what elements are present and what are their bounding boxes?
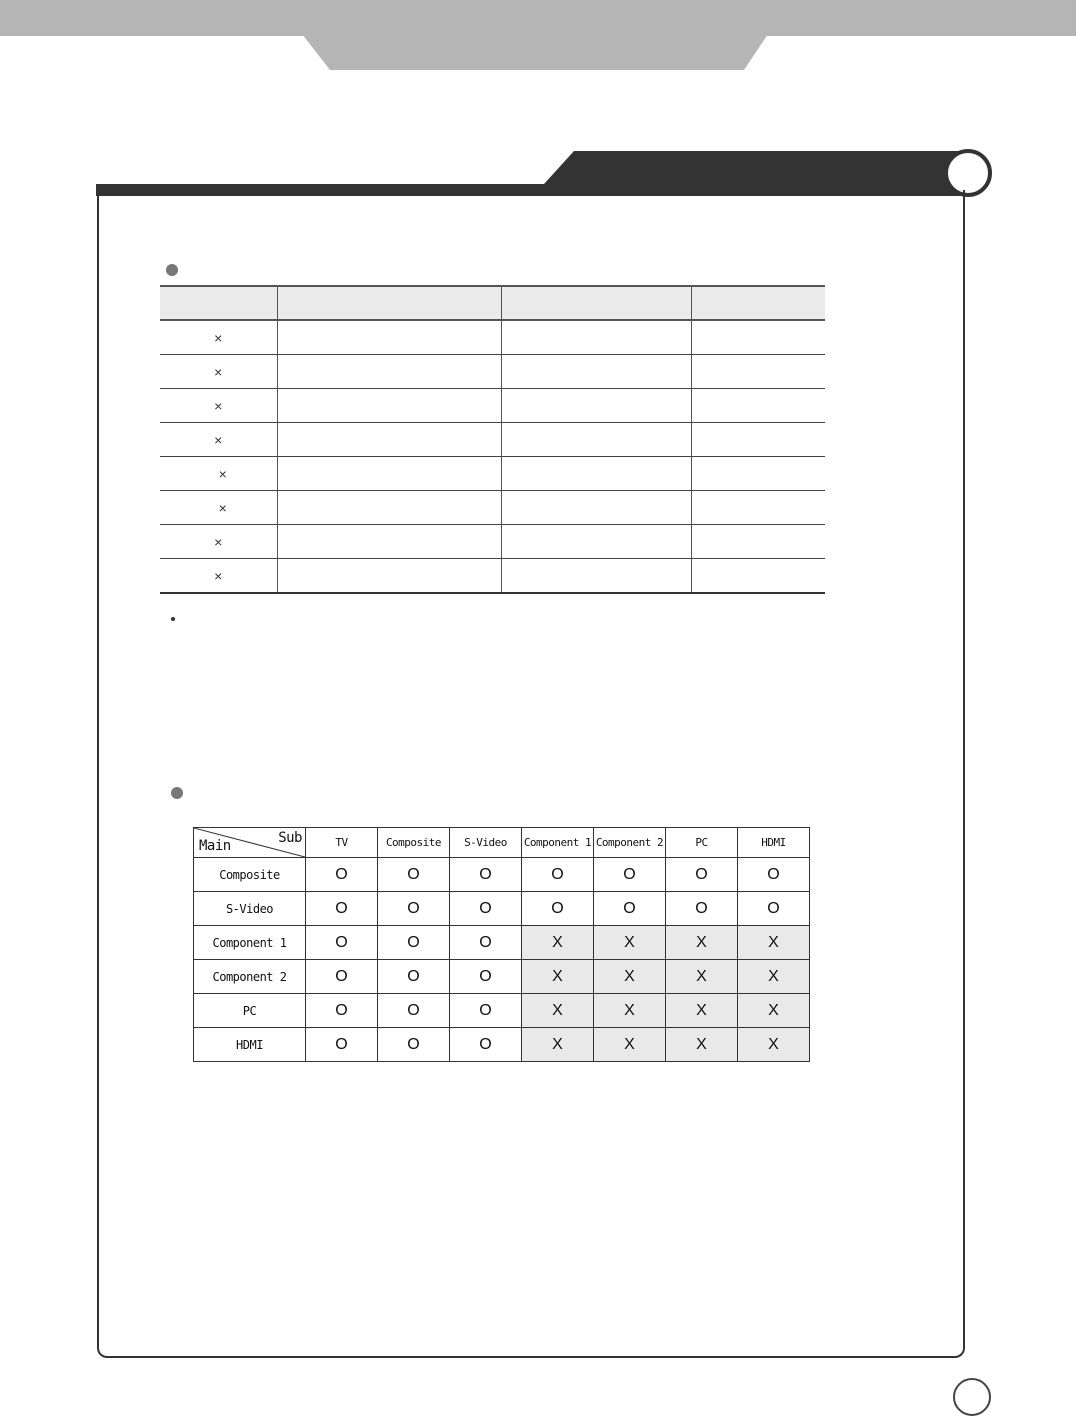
column-header: PC: [666, 828, 738, 858]
compat-cell: O: [378, 892, 450, 926]
compat-cell: O: [378, 858, 450, 892]
compat-cell: O: [450, 1028, 522, 1062]
table-row: [194, 858, 810, 892]
compat-cell: O: [738, 858, 810, 892]
row-label: Component 2: [194, 960, 306, 994]
compat-cell: O: [522, 858, 594, 892]
corner-main-label: Main: [199, 838, 231, 854]
table-row: [160, 525, 825, 559]
row-label: Composite: [194, 858, 306, 892]
corner-sub-label: Sub: [278, 830, 302, 846]
table-header-row: [160, 286, 825, 320]
compat-cell: X: [594, 960, 666, 994]
compat-cell: O: [666, 892, 738, 926]
compat-cell: O: [306, 1028, 378, 1062]
table-row: [194, 994, 810, 1028]
resolution-mark: ×: [160, 559, 277, 594]
resolution-mark: ×: [160, 491, 277, 525]
page-number-circle: [953, 1378, 991, 1416]
compat-cell: O: [522, 892, 594, 926]
compat-cell: X: [594, 994, 666, 1028]
resolution-mark: ×: [160, 320, 277, 355]
compat-cell: O: [306, 892, 378, 926]
compat-cell: O: [450, 892, 522, 926]
compat-cell: X: [594, 1028, 666, 1062]
compat-cell: O: [378, 994, 450, 1028]
pip-compatibility-table: [193, 827, 810, 1062]
compat-cell: O: [306, 858, 378, 892]
table-row: [160, 559, 825, 594]
compat-cell: O: [378, 1028, 450, 1062]
table-row: [194, 926, 810, 960]
compat-cell: X: [522, 960, 594, 994]
note-bullet: [171, 617, 175, 621]
column-header: TV: [306, 828, 378, 858]
table-row: [160, 320, 825, 355]
compat-cell: X: [666, 960, 738, 994]
compat-cell: O: [666, 858, 738, 892]
column-header: Composite: [378, 828, 450, 858]
table-header-cell: [501, 286, 691, 320]
table-row: [194, 960, 810, 994]
compat-cell: X: [738, 960, 810, 994]
compat-cell: O: [450, 858, 522, 892]
table-row: [160, 423, 825, 457]
section-bullet: [166, 264, 178, 276]
compat-cell: O: [306, 994, 378, 1028]
compat-cell: O: [378, 926, 450, 960]
compat-cell: O: [450, 926, 522, 960]
row-label: HDMI: [194, 1028, 306, 1062]
table-row: [194, 892, 810, 926]
column-header: S-Video: [450, 828, 522, 858]
compat-cell: O: [378, 960, 450, 994]
compat-cell: X: [738, 1028, 810, 1062]
compat-cell: O: [306, 926, 378, 960]
pip-table-body: [194, 858, 810, 1062]
table-header-cell: [277, 286, 501, 320]
compat-cell: O: [306, 960, 378, 994]
compat-cell: X: [666, 926, 738, 960]
top-banner: [0, 0, 1076, 72]
corner-cell: [194, 828, 306, 858]
table-row: [160, 355, 825, 389]
resolution-mark: ×: [160, 457, 277, 491]
compat-cell: O: [450, 994, 522, 1028]
compat-cell: X: [594, 926, 666, 960]
resolution-table: [160, 285, 825, 594]
compat-cell: X: [522, 926, 594, 960]
resolution-mark: ×: [160, 389, 277, 423]
table-header-cell: [160, 286, 277, 320]
pip-header-row: [194, 828, 810, 858]
compat-cell: O: [594, 892, 666, 926]
row-label: Component 1: [194, 926, 306, 960]
row-label: S-Video: [194, 892, 306, 926]
column-header: Component 2: [594, 828, 666, 858]
compat-cell: O: [594, 858, 666, 892]
compat-cell: O: [450, 960, 522, 994]
compat-cell: X: [738, 994, 810, 1028]
table-row: [194, 1028, 810, 1062]
compat-cell: X: [522, 994, 594, 1028]
table-row: [160, 457, 825, 491]
table-row: [160, 389, 825, 423]
compat-cell: X: [522, 1028, 594, 1062]
resolution-mark: ×: [160, 525, 277, 559]
column-header: Component 1: [522, 828, 594, 858]
compat-cell: X: [738, 926, 810, 960]
section-bullet: [171, 787, 183, 799]
table-row: [160, 491, 825, 525]
table-header-cell: [691, 286, 825, 320]
column-header: HDMI: [738, 828, 810, 858]
compat-cell: O: [738, 892, 810, 926]
compat-cell: X: [666, 994, 738, 1028]
row-label: PC: [194, 994, 306, 1028]
compat-cell: X: [666, 1028, 738, 1062]
resolution-mark: ×: [160, 355, 277, 389]
resolution-mark: ×: [160, 423, 277, 457]
